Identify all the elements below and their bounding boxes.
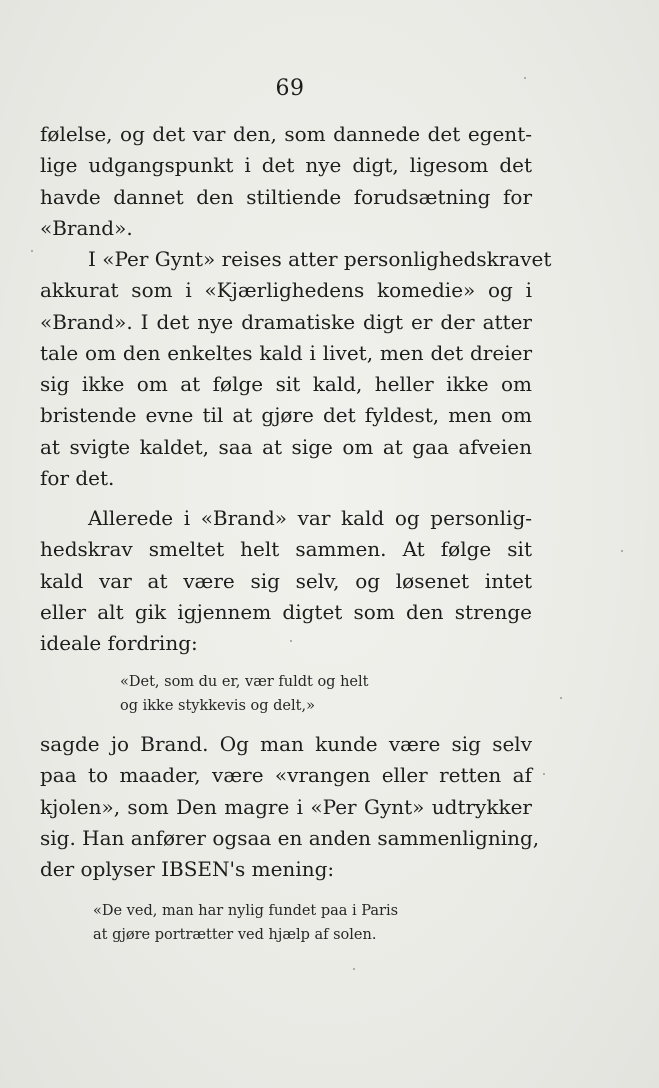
text-line: hedskrav smeltet helt sammen. At følge sit — [40, 537, 532, 562]
text-line: bristende evne til at gjøre det fyldest, men om — [40, 403, 532, 428]
paragraph-3 — [40, 503, 532, 659]
text-line: Allerede i «Brand» var kald og personlig- — [88, 506, 532, 530]
text-line: ideale fordring: — [40, 631, 198, 656]
text-line: følelse, og det var den, som dannede det egent- — [40, 122, 532, 146]
verse-quote-2 — [93, 899, 398, 947]
text-line: at svigte kaldet, saa at sige om at gaa afveien — [40, 434, 532, 459]
page-number: 69 — [275, 76, 305, 101]
text-line: eller alt gik igjennem digtet som den strenge — [40, 599, 532, 624]
text-line: havde dannet den stiltiende forudsætning for — [40, 184, 532, 209]
paragraph-2 — [40, 244, 552, 494]
quote-line: «Det, som du er, vær fuldt og helt — [120, 674, 369, 690]
quote-line: «De ved, man har nylig fundet paa i Paris — [93, 903, 399, 919]
text-line: tale om den enkeltes kald i livet, men det dreier — [40, 340, 532, 365]
text-line: sig ikke om at følge sit kald, heller ikke om — [40, 372, 532, 397]
quote-line: og ikke stykkevis og delt,» — [120, 698, 315, 714]
paragraph-4 — [40, 729, 540, 885]
text-line: «Brand». — [40, 215, 133, 240]
paper-speck — [543, 773, 545, 775]
text-line: lige udgangspunkt i det nye digt, ligesom det — [40, 153, 532, 178]
text-line: der oplyser IBSEN's mening: — [40, 857, 335, 882]
text-line: «Brand». I det nye dramatiske digt er der atter — [40, 309, 532, 334]
paper-speck — [290, 640, 292, 642]
paper-speck — [560, 697, 562, 699]
text-line: paa to maader, være «vrangen eller retten af — [40, 763, 532, 788]
paper-speck — [621, 550, 623, 552]
quote-line: at gjøre portrætter ved hjælp af solen. — [93, 927, 377, 943]
text-line: sagde jo Brand. Og man kunde være sig selv — [40, 732, 532, 756]
text-line: kjolen», som Den magre i «Per Gynt» udtrykker — [40, 794, 532, 819]
text-line: for det. — [40, 466, 115, 491]
verse-quote-1 — [120, 670, 368, 718]
paper-speck — [353, 968, 355, 970]
text-line: kald var at være sig selv, og løsenet intet — [40, 568, 532, 593]
text-line: akkurat som i «Kjærlighedens komedie» og i — [40, 278, 532, 303]
text-line: I «Per Gynt» reises atter personlighedskravet — [88, 247, 552, 271]
paragraph-1 — [40, 119, 532, 244]
text-line: sig. Han anfører ogsaa en anden sammenligning, — [40, 825, 540, 850]
paper-speck — [524, 77, 526, 79]
paper-speck — [31, 250, 33, 252]
